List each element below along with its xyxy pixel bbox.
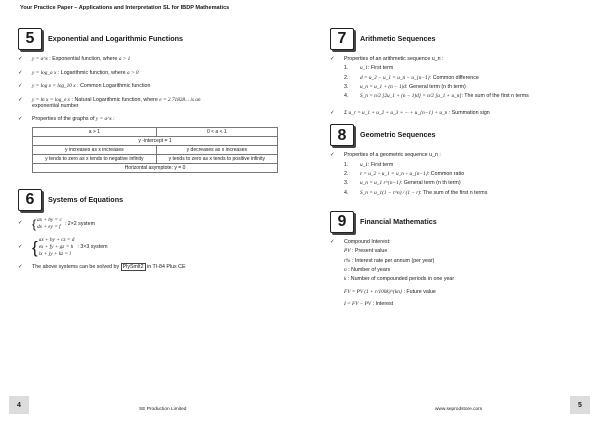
- table-decrease: y decreases as x increases: [156, 146, 277, 155]
- line-text: : Present value: [351, 248, 388, 255]
- check-icon: ✓: [18, 83, 23, 90]
- math-expr: r%: [344, 257, 351, 264]
- graphs-label: Properties of the graphs of: [32, 116, 95, 123]
- exp-item-2: [18, 70, 280, 77]
- section-8-title: Geometric Sequences: [360, 129, 436, 139]
- exp-item-1: [18, 56, 280, 63]
- math-expr: u_1: [360, 161, 368, 168]
- sigma-math: Σ u_r = u_1 + u_2 + u_3 + ··· + u_{n−1} + u_n: [344, 109, 448, 116]
- line-text: : Interest rate per annum (per year): [351, 257, 435, 264]
- system-label: : 2×2 system: [64, 220, 95, 227]
- arith-row-3: [344, 84, 529, 90]
- system-3x3: [18, 237, 280, 257]
- table-pos-infinity: y tends to zero as x tends to positive infinity: [156, 155, 277, 164]
- math-expr: S_n = n/2 [2u_1 + (n − 1)d] = n/2 [u_1 + u_n]: [360, 93, 462, 100]
- fv-text: : Future value: [403, 288, 436, 295]
- solve-note: [18, 264, 280, 271]
- math-cond: a > 0: [127, 69, 139, 76]
- check-icon: ✓: [18, 264, 23, 271]
- exp-item-3: [18, 83, 280, 90]
- item-text: : Natural Logarithmic function, where: [71, 96, 158, 103]
- exp-item-4: [18, 97, 280, 110]
- table-increase: y increases as x increases: [33, 146, 157, 155]
- math-expr: u_n = u_1 r^{n−1}: [360, 180, 401, 187]
- row-text: : General term (n th term): [400, 180, 461, 187]
- section-7-badge: 7: [330, 28, 354, 50]
- item-text: : Exponential function, where: [49, 56, 118, 62]
- properties-table: [32, 127, 278, 173]
- row-number: 1.: [344, 161, 349, 168]
- section-6-title: Systems of Equations: [48, 194, 124, 204]
- section-7-heading: [330, 28, 592, 50]
- arith-intro: Properties of an arithmetic sequence u_n :: [344, 56, 444, 62]
- table-intercept: y -intercept = 1: [33, 137, 278, 146]
- table-neg-infinity: y tends to zero as x tends to negative infinity: [33, 155, 157, 164]
- row-number: 3.: [344, 84, 349, 91]
- row-text: : First term: [367, 65, 394, 72]
- check-icon: ✓: [18, 220, 23, 227]
- publisher: SE Production Limited: [139, 407, 187, 412]
- row-text: : First term: [367, 161, 394, 168]
- item-text: : Common Logarithmic function: [77, 83, 151, 90]
- equation: ix + jy + kz = l: [38, 250, 71, 257]
- geo-row-3: [344, 180, 487, 186]
- system-label: : 3×3 system: [77, 244, 108, 251]
- math-expr: PV: [344, 248, 351, 255]
- row-number: 2.: [344, 171, 349, 177]
- system-2x2: [18, 217, 280, 230]
- section-8-heading: [330, 124, 592, 146]
- section-9-badge: 9: [330, 211, 354, 233]
- table-asymptote: Horizontal asymptote: y = 0: [33, 164, 278, 173]
- brace-icon: {: [32, 216, 37, 231]
- geo-properties: [330, 152, 592, 199]
- right-page-number: 5: [570, 396, 590, 414]
- math-expr: y = log_a x: [32, 69, 57, 76]
- geo-row-4: [344, 190, 487, 196]
- math-expr: d = u_2 − u_1 = u_n − u_{n−1}: [360, 74, 430, 81]
- check-icon: ✓: [18, 243, 23, 250]
- left-page-number: 4: [9, 396, 29, 414]
- section-5-heading: [18, 28, 280, 50]
- equation: dx + ey = f: [37, 223, 61, 230]
- arith-properties: [330, 56, 592, 103]
- math-expr: r = u_2 ÷ u_1 = u_n ÷ u_{n−1}: [360, 171, 428, 177]
- finance-line-2: [344, 258, 454, 264]
- math-expr: u_1: [360, 65, 368, 72]
- line-text: : Number of compounded periods in one year: [347, 276, 455, 283]
- finance-item: [330, 239, 592, 307]
- section-6-badge: 6: [18, 189, 42, 211]
- table-header-a-lt-1: 0 < a < 1: [156, 128, 277, 137]
- row-text: : The sum of the first n terms: [461, 93, 529, 100]
- line-text: : Number of years: [348, 267, 391, 274]
- math-expr: y = ln x = log_e x: [32, 96, 71, 103]
- arith-row-4: [344, 93, 529, 99]
- math-cond: e = 2.71828... is an: [159, 96, 201, 103]
- row-number: 2.: [344, 74, 349, 81]
- check-icon: ✓: [18, 116, 23, 123]
- arith-row-1: [344, 65, 529, 71]
- graphs-math: y = a^x :: [95, 116, 115, 123]
- geo-row-2: [344, 171, 487, 177]
- equation: ex + fy + gz = h: [38, 243, 74, 250]
- section-8-badge: 8: [330, 124, 354, 146]
- finance-line-3: [344, 267, 454, 273]
- future-value: [344, 289, 454, 295]
- section-5-badge: 5: [18, 28, 42, 50]
- row-number: 1.: [344, 65, 349, 72]
- math-cond: a > 1: [118, 56, 131, 62]
- row-number: 4.: [344, 93, 349, 100]
- row-number: 3.: [344, 180, 349, 187]
- arith-row-2: [344, 75, 529, 81]
- check-icon: ✓: [18, 69, 23, 76]
- equation: ax + by + cz = d: [38, 237, 75, 244]
- check-icon: ✓: [330, 109, 335, 116]
- geo-row-1: [344, 162, 487, 168]
- row-number: 4.: [344, 189, 349, 196]
- row-text: : Common ratio: [427, 171, 465, 177]
- section-6-heading: [18, 189, 280, 211]
- interest: [344, 301, 454, 307]
- geo-intro: Properties of a geometric sequence u_n :: [344, 152, 441, 159]
- item-text: : Logarithmic function, where: [57, 69, 126, 76]
- section-9-title: Financial Mathematics: [360, 216, 437, 226]
- interest-math: I = FV − PV: [344, 301, 372, 308]
- interest-text: : Interest: [372, 301, 394, 308]
- summation-item: [330, 110, 592, 117]
- right-column: [330, 28, 592, 314]
- solve-text: The above systems can be solved by: [32, 264, 120, 271]
- fv-math: FV = PV (1 + r/100k)^{kn}: [344, 288, 402, 295]
- sigma-text: : Summation sign: [448, 109, 490, 116]
- math-expr: S_n = u_1(1 − r^n) / (1 − r): [360, 189, 421, 196]
- check-icon: ✓: [330, 239, 335, 246]
- math-expr: y = a^x: [32, 56, 48, 62]
- graphs-item: [18, 116, 280, 123]
- page-header: Your Practice Paper – Applications and Interpretation SL for IBDP Mathematics: [20, 5, 230, 11]
- section-9-heading: [330, 211, 592, 233]
- math-expr: n: [344, 267, 347, 274]
- check-icon: ✓: [330, 152, 335, 159]
- website: www.seprodstore.com: [435, 407, 483, 412]
- plysmlt2-key: PlySmlt2: [122, 264, 144, 271]
- table-header-a-gt-1: a > 1: [33, 128, 157, 137]
- row-text: : The sum of the first n terms: [420, 189, 488, 196]
- row-text: : General term (n th term): [406, 84, 466, 91]
- finance-intro: Compound Interest:: [344, 239, 391, 246]
- row-text: : Common difference: [429, 74, 479, 81]
- section-7-title: Arithmetic Sequences: [360, 33, 436, 43]
- finance-line-1: [344, 248, 454, 254]
- check-icon: ✓: [18, 56, 23, 62]
- equation: ax + by = c: [37, 217, 62, 224]
- item-text-cont: exponential number: [32, 103, 79, 110]
- left-column: [18, 28, 280, 278]
- math-expr: u_n = u_1 + (n − 1)d: [360, 84, 407, 91]
- finance-line-4: [344, 276, 454, 282]
- math-expr: k: [344, 276, 347, 283]
- section-5-title: Exponential and Logarithmic Functions: [48, 33, 183, 43]
- check-icon: ✓: [330, 56, 335, 62]
- math-expr: y = log x = log_10 x: [32, 83, 76, 90]
- brace-icon: {: [32, 237, 38, 257]
- solve-tail: in TI-84 Plus CE: [147, 264, 186, 271]
- check-icon: ✓: [18, 96, 23, 103]
